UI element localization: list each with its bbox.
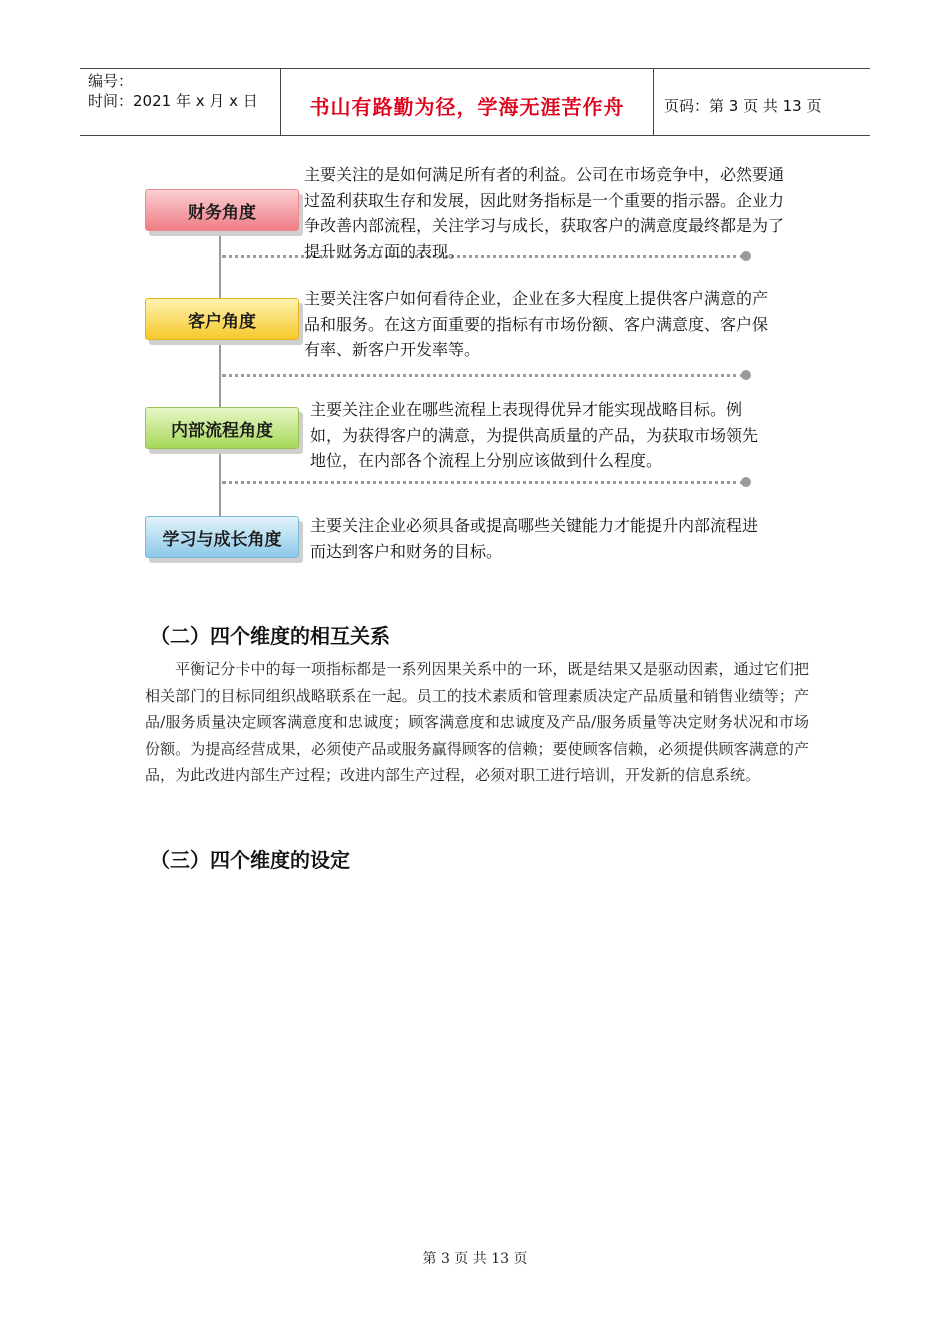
perspective-label-customer: 客户角度: [145, 298, 299, 340]
perspective-label-finance: 财务角度: [145, 189, 299, 231]
perspective-label-internal-process: 内部流程角度: [145, 407, 299, 449]
separator-end-dot: [741, 477, 751, 487]
header-page-info: 页码：第 3 页 共 13 页: [664, 96, 822, 115]
perspective-desc-learning-growth: 主要关注企业必须具备或提高哪些关键能力才能提升内部流程进而达到客户和财务的目标。: [310, 516, 759, 561]
dotted-separator: [222, 374, 744, 377]
section-body-relationship: 平衡记分卡中的每一项指标都是一系列因果关系中的一环，既是结果又是驱动因素，通过它们把相关部门的目标同组织战略联系在一起。员工的技术素质和管理素质决定产品质量和销售业绩等；产品/服务质量决定顾客满意度和忠诚度；顾客满意度和忠诚度及产品/服务质量等决定财务状况和市场份额。为提高经营成果，必须使产品或服务赢得顾客的信赖；要使顾客信赖，必须提供顾客满意的产品，为此改进内部生产过程；改进内部生产过程，必须对职工进行培训，开发新的信息系统。: [145, 660, 809, 784]
header-motto: 书山有路勤为径，学海无涯苦作舟: [281, 69, 654, 135]
header-meta: [80, 69, 281, 135]
separator-end-dot: [741, 370, 751, 380]
page-header: [80, 68, 870, 136]
perspective-label-learning-growth: 学习与成长角度: [145, 516, 299, 558]
section-heading-setting: （三）四个维度的设定: [150, 848, 350, 872]
perspective-desc-customer: 主要关注客户如何看待企业，企业在多大程度上提供客户满意的产品和服务。在这方面重要的指标有市场份额、客户满意度、客户保有率、新客户开发率等。: [304, 289, 769, 359]
perspective-desc-finance: 主要关注的是如何满足所有者的利益。公司在市场竞争中，必然要通过盈利获取生存和发展，因此财务指标是一个重要的指示器。企业力争改善内部流程，关注学习与成长，获取客户的满意度最终都是为了提升财务方面的表现。: [304, 165, 785, 261]
dotted-separator: [222, 481, 744, 484]
section-heading-relationship: （二）四个维度的相互关系: [150, 624, 390, 648]
document-date: 时间：2021 年 x 月 x 日: [88, 92, 258, 110]
document-number-label: 编号：: [88, 72, 134, 90]
page-footer: 第 3 页 共 13 页: [422, 1251, 528, 1267]
perspective-desc-internal-process: 主要关注企业在哪些流程上表现得优异才能实现战略目标。例如，为获得客户的满意，为提供高质量的产品，为获取市场领先地位，在内部各个流程上分别应该做到什么程度。: [310, 400, 759, 470]
diagram-connector-line: [219, 232, 221, 527]
